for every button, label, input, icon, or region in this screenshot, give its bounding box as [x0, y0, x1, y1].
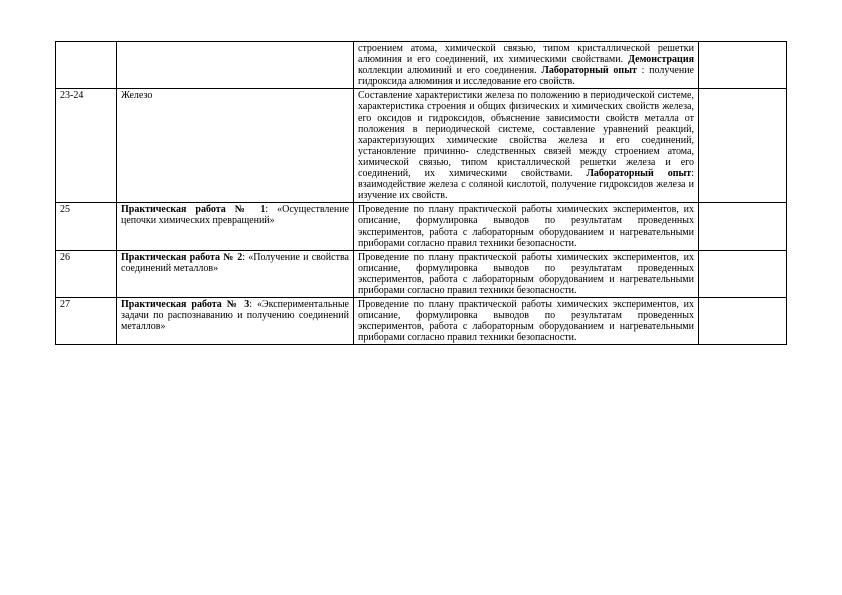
notes-cell	[699, 298, 787, 345]
lesson-number-cell	[56, 250, 117, 297]
lesson-topic-cell	[117, 298, 354, 345]
activity-bold-text: Лабораторный опыт	[586, 168, 692, 180]
table-row	[56, 89, 787, 203]
activity-text: Составление характеристики железа по положению в периодической системе, характеристика строения и общих физических и химических свойств железа, его оксидов и гидроксидов, объяснение зависимости свойств металла от положения в периодической системе, составление уравнений реакций, характеризующих химические свойства железа и его соединений, установление причинно- следственных связей между строением атома, химической связью, типом кристаллической решетки железа и его соединений, их химическими свойствами.	[358, 90, 694, 180]
notes-cell	[699, 42, 787, 89]
table-row	[56, 298, 787, 345]
activity-text: : взаимодействие железа с соляной кислотой, получение гидроксидов железа и изучение их свойств.	[358, 168, 694, 202]
activity-bold-text: Демонстрация	[628, 54, 694, 66]
activity-cell	[354, 203, 699, 250]
activity-text: Проведение по плану практической работы химических экспериментов, их описание, формулировка выводов по результатам проведенных экспериментов, работа с лабораторным оборудованием и нагревательными приборами согласно правил техники безопасности.	[358, 299, 694, 344]
topic-text: : «Получение и свойства соединений металлов»	[121, 251, 349, 274]
table-row	[56, 203, 787, 250]
lesson-number-cell	[56, 203, 117, 250]
lesson-number: 25	[60, 204, 70, 216]
table-row	[56, 42, 787, 89]
lesson-topic-cell	[117, 250, 354, 297]
lesson-topic-cell	[117, 89, 354, 203]
notes-cell	[699, 250, 787, 297]
lesson-number: 27	[60, 299, 70, 311]
activity-cell	[354, 89, 699, 203]
lesson-number-cell	[56, 298, 117, 345]
lesson-topic-cell	[117, 42, 354, 89]
lesson-number-cell	[56, 42, 117, 89]
activity-cell	[354, 298, 699, 345]
notes-cell	[699, 203, 787, 250]
activity-text: Проведение по плану практической работы химических экспериментов, их описание, формулировка выводов по результатам проведенных экспериментов, работа с лабораторным оборудованием и нагревательными приборами согласно правил техники безопасности.	[358, 204, 694, 249]
lesson-number-cell	[56, 89, 117, 203]
activity-text: Проведение по плану практической работы химических экспериментов, их описание, формулировка выводов по результатам проведенных экспериментов, работа с лабораторным оборудованием и нагревательными приборами согласно правил техники безопасности.	[358, 251, 694, 296]
table-row	[56, 250, 787, 297]
activity-bold-text: Лабораторный опыт	[541, 65, 637, 77]
topic-bold: Практическая работа № 3	[121, 299, 250, 311]
activity-text: : получение гидроксида алюминия и исследование его свойств.	[358, 65, 694, 88]
lesson-number: 23-24	[60, 90, 84, 102]
topic-bold: Практическая работа № 2	[121, 251, 243, 263]
activity-text: строением атома, химической связью, типом кристаллической решетки алюминия и его соединений, их химическими свойствами.	[358, 43, 694, 66]
activity-text: коллекции алюминий и его соединения.	[358, 65, 542, 77]
lesson-number: 26	[60, 251, 70, 263]
topic-text: Железо	[121, 90, 153, 102]
activity-cell	[354, 250, 699, 297]
lesson-topic-cell	[117, 203, 354, 250]
lesson-plan-body	[56, 42, 787, 345]
activity-cell	[354, 42, 699, 89]
lesson-plan-table	[55, 41, 787, 345]
topic-bold: Практическая работа № 1	[121, 204, 266, 216]
notes-cell	[699, 89, 787, 203]
topic-text: : «Осуществление цепочки химических превращений»	[121, 204, 349, 227]
topic-text: : «Экспериментальные задачи по распознаванию и получению соединений металлов»	[121, 299, 349, 333]
